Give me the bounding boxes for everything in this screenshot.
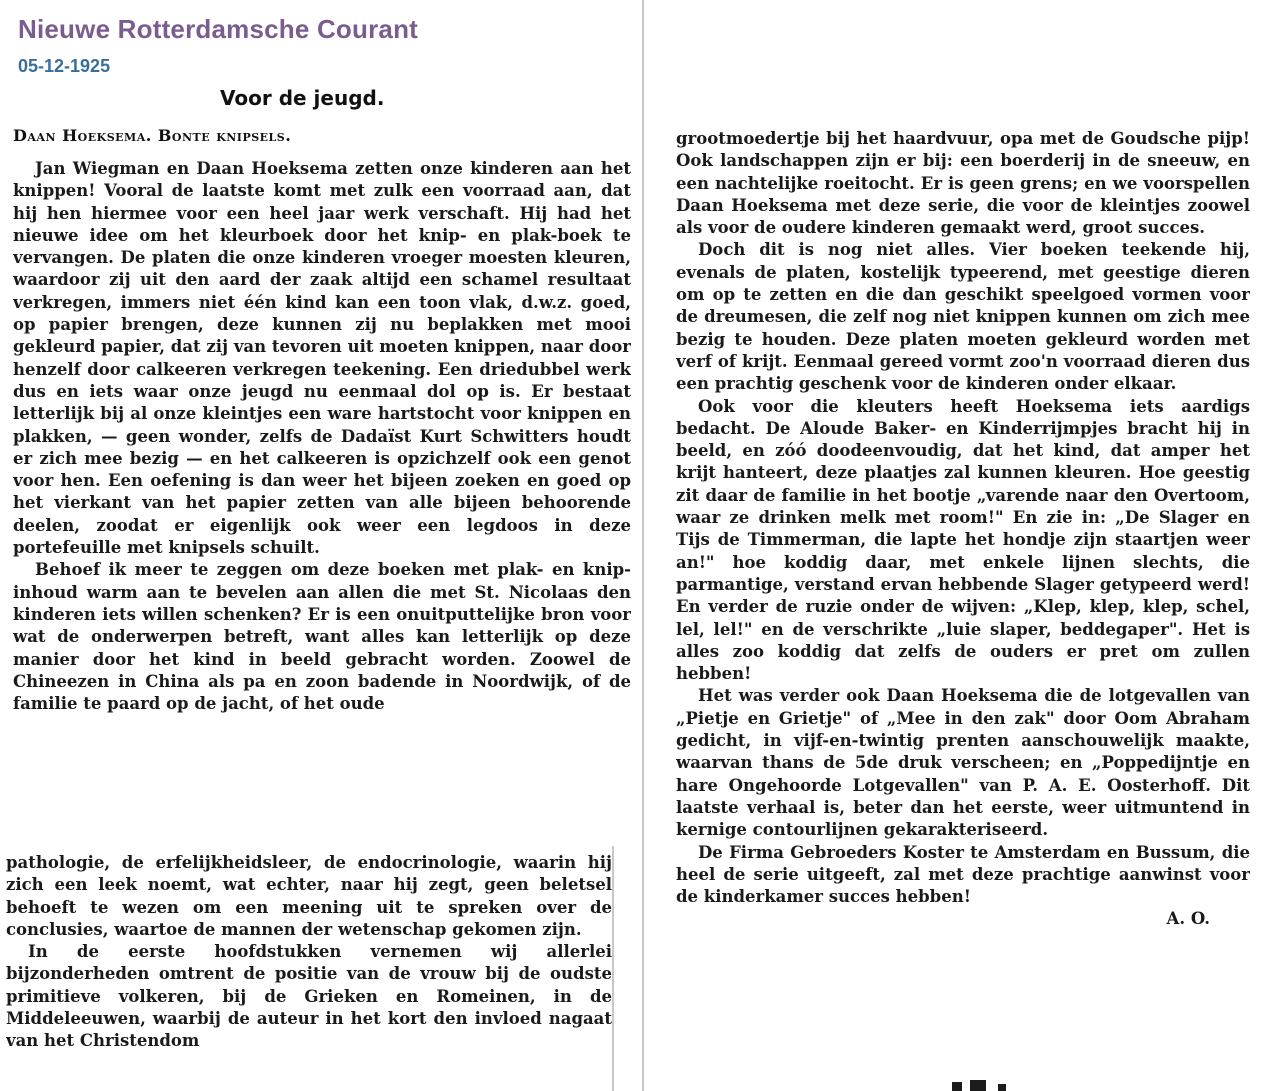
signature: A. O. xyxy=(1166,909,1210,929)
paragraph: Ook voor die kleuters heeft Hoeksema iets aardigs bedacht. De Aloude Baker- en Kinderrijmpjes bracht hij in beeld, en zóó doodeenvoudig, dat het kind, dat amper het krijt hanteert, deze plaatjes zal kunnen kleuren. Hoe geestig zit daar de familie in het bootje „varende naar den Overtoom, waar ze drinken melk met room!" En zie in: „De Slager en Tijs de Timmerman, die lapte het hondje zijn staartjen weer an!" hoe koddig daar, met enkele lijnen slechts, die parmantige, verstand ervan hebbende Slager getypeerd werd! En verder de ruzie onder de wijven: „Klep, klep, klep, schel, lel, lel!" en de verschrikte „luie slaper, beddegaper". Het is alles zoo koddig dat zelfs de ouders er pret om zullen hebben! xyxy=(676,396,1250,684)
article-byline: Daan Hoeksema. Bonte knipsels. xyxy=(13,126,292,145)
paragraph: grootmoedertje bij het haardvuur, opa met de Goudsche pijp! Ook landschappen zijn er bij: een boerderij in de sneeuw, en een nachtelijke roeitocht. Er is geen grens; en we voorspellen Daan Hoeksema met deze serie, die voor de kleintjes zoowel als voor de oudere kinderen gemaakt werd, groot succes. xyxy=(676,129,1250,238)
column-divider xyxy=(642,0,644,1091)
left-column xyxy=(13,158,631,848)
newspaper-name: Nieuwe Rotterdamsche Courant xyxy=(18,14,419,44)
article-headline: Voor de jeugd. xyxy=(220,86,385,110)
paragraph: Het was verder ook Daan Hoeksema die de lotgevallen van „Pietje en Grietje" of „Mee in den zak" door Oom Abraham gedicht, in vijf-en-twintig prenten aanschouwelijk maakte, waarvan thans de 5de druk verscheen; en „Poppedijntje en hare Ongehoorde Lotgevallen" van P. A. E. Oosterhoff. Dit laatste verhaal is, beter dan het eerste, weer uitmuntend in kernige contourlijnen gekarakteriseerd. xyxy=(676,686,1250,840)
print-artifact xyxy=(970,1080,986,1091)
paragraph: In de eerste hoofdstukken vernemen wij allerlei bijzonderheden omtrent de positie van de vrouw bij de oudste primitieve volkeren, bij de Grieken en Romeinen, in de Middeleeuwen, waarbij de auteur in het kort den invloed nagaat van het Christendom xyxy=(6,942,612,1051)
paragraph: De Firma Gebroeders Koster te Amsterdam en Bussum, die heel de serie uitgeeft, zal met deze prachtige aanwinst voor de kinderkamer succes hebben! xyxy=(676,842,1250,907)
publication-date: 05-12-1925 xyxy=(18,56,111,76)
paragraph: Doch dit is nog niet alles. Vier boeken teekende hij, evenals de platen, kostelijk typeerend, met geestige dieren om op te zetten en die dan geschikt speelgoed vormen voor de dreumesen, die zelf nog niet knippen kunnen om zich mee bezig te houden. Deze platen moeten gekleurd worden met verf of krijt. Eenmaal gereed vormt zoo'n voorraad dieren dus een prachtig geschenk voor de kinderen onder elkaar. xyxy=(676,240,1250,394)
left-fragment xyxy=(6,852,612,1091)
right-column xyxy=(676,128,1250,1064)
paragraph: Behoef ik meer te zeggen om deze boeken met plak- en knip-inhoud warm aan te bevelen aan allen die met St. Nicolaas den kinderen iets willen schenken? Er is een onuitputtelijke bron voor wat de onderwerpen betreft, want alles kan letterlijk op deze manier door het kind in beeld gebracht worden. Zoowel de Chineezen in China als pa en zoon badende in Noordwijk, of de familie te paard op de jacht, of het oude xyxy=(13,560,631,714)
print-artifact xyxy=(952,1082,962,1091)
print-artifact xyxy=(998,1084,1006,1091)
paragraph: pathologie, de erfelijkheidsleer, de endocrinologie, waarin hij zich een leek noemt, wat echter, naar hij zegt, geen beletsel behoeft te wezen om een meening uit te spreken over de conclusies, waartoe de mannen der wetenschap gekomen zijn. xyxy=(6,853,612,939)
paragraph: Jan Wiegman en Daan Hoeksema zetten onze kinderen aan het knippen! Vooral de laatste komt met zulk een voorraad aan, dat hij hen hiermee voor een heel jaar werk verschaft. Hij had het nieuwe idee om het kleurboek door het knip- en plak-boek te vervangen. De platen die onze kinderen vroeger moesten kleuren, waardoor zij uit den aard der zaak altijd een schamel resultaat verkregen, immers niet één kind kan een toon vlak, d.w.z. goed, op papier brengen, deze kunnen zij nu beplakken met mooi gekleurd papier, dat zij van tevoren uit moeten knippen, naar door henzelf door calkeeren verkregen teekening. Een driedubbel werk dus en iets waar onze jeugd nu eenmaal dol op is. Er bestaat letterlijk bij al onze kleintjes een ware hartstocht voor knippen en plakken, — geen wonder, zelfs de Dadaïst Kurt Schwitters houdt er zich mee bezig — en het calkeeren is opzichzelf ook een genot voor hen. Een oefening is dan weer het bijeen zoeken en goed op het vierkant van het papier zetten van alle bijeen behoorende deelen, zoodat er eigenlijk ook weer een legdoos in deze portefeuille met knipsels schuilt. xyxy=(13,159,631,558)
clipping-edge xyxy=(612,846,614,1091)
